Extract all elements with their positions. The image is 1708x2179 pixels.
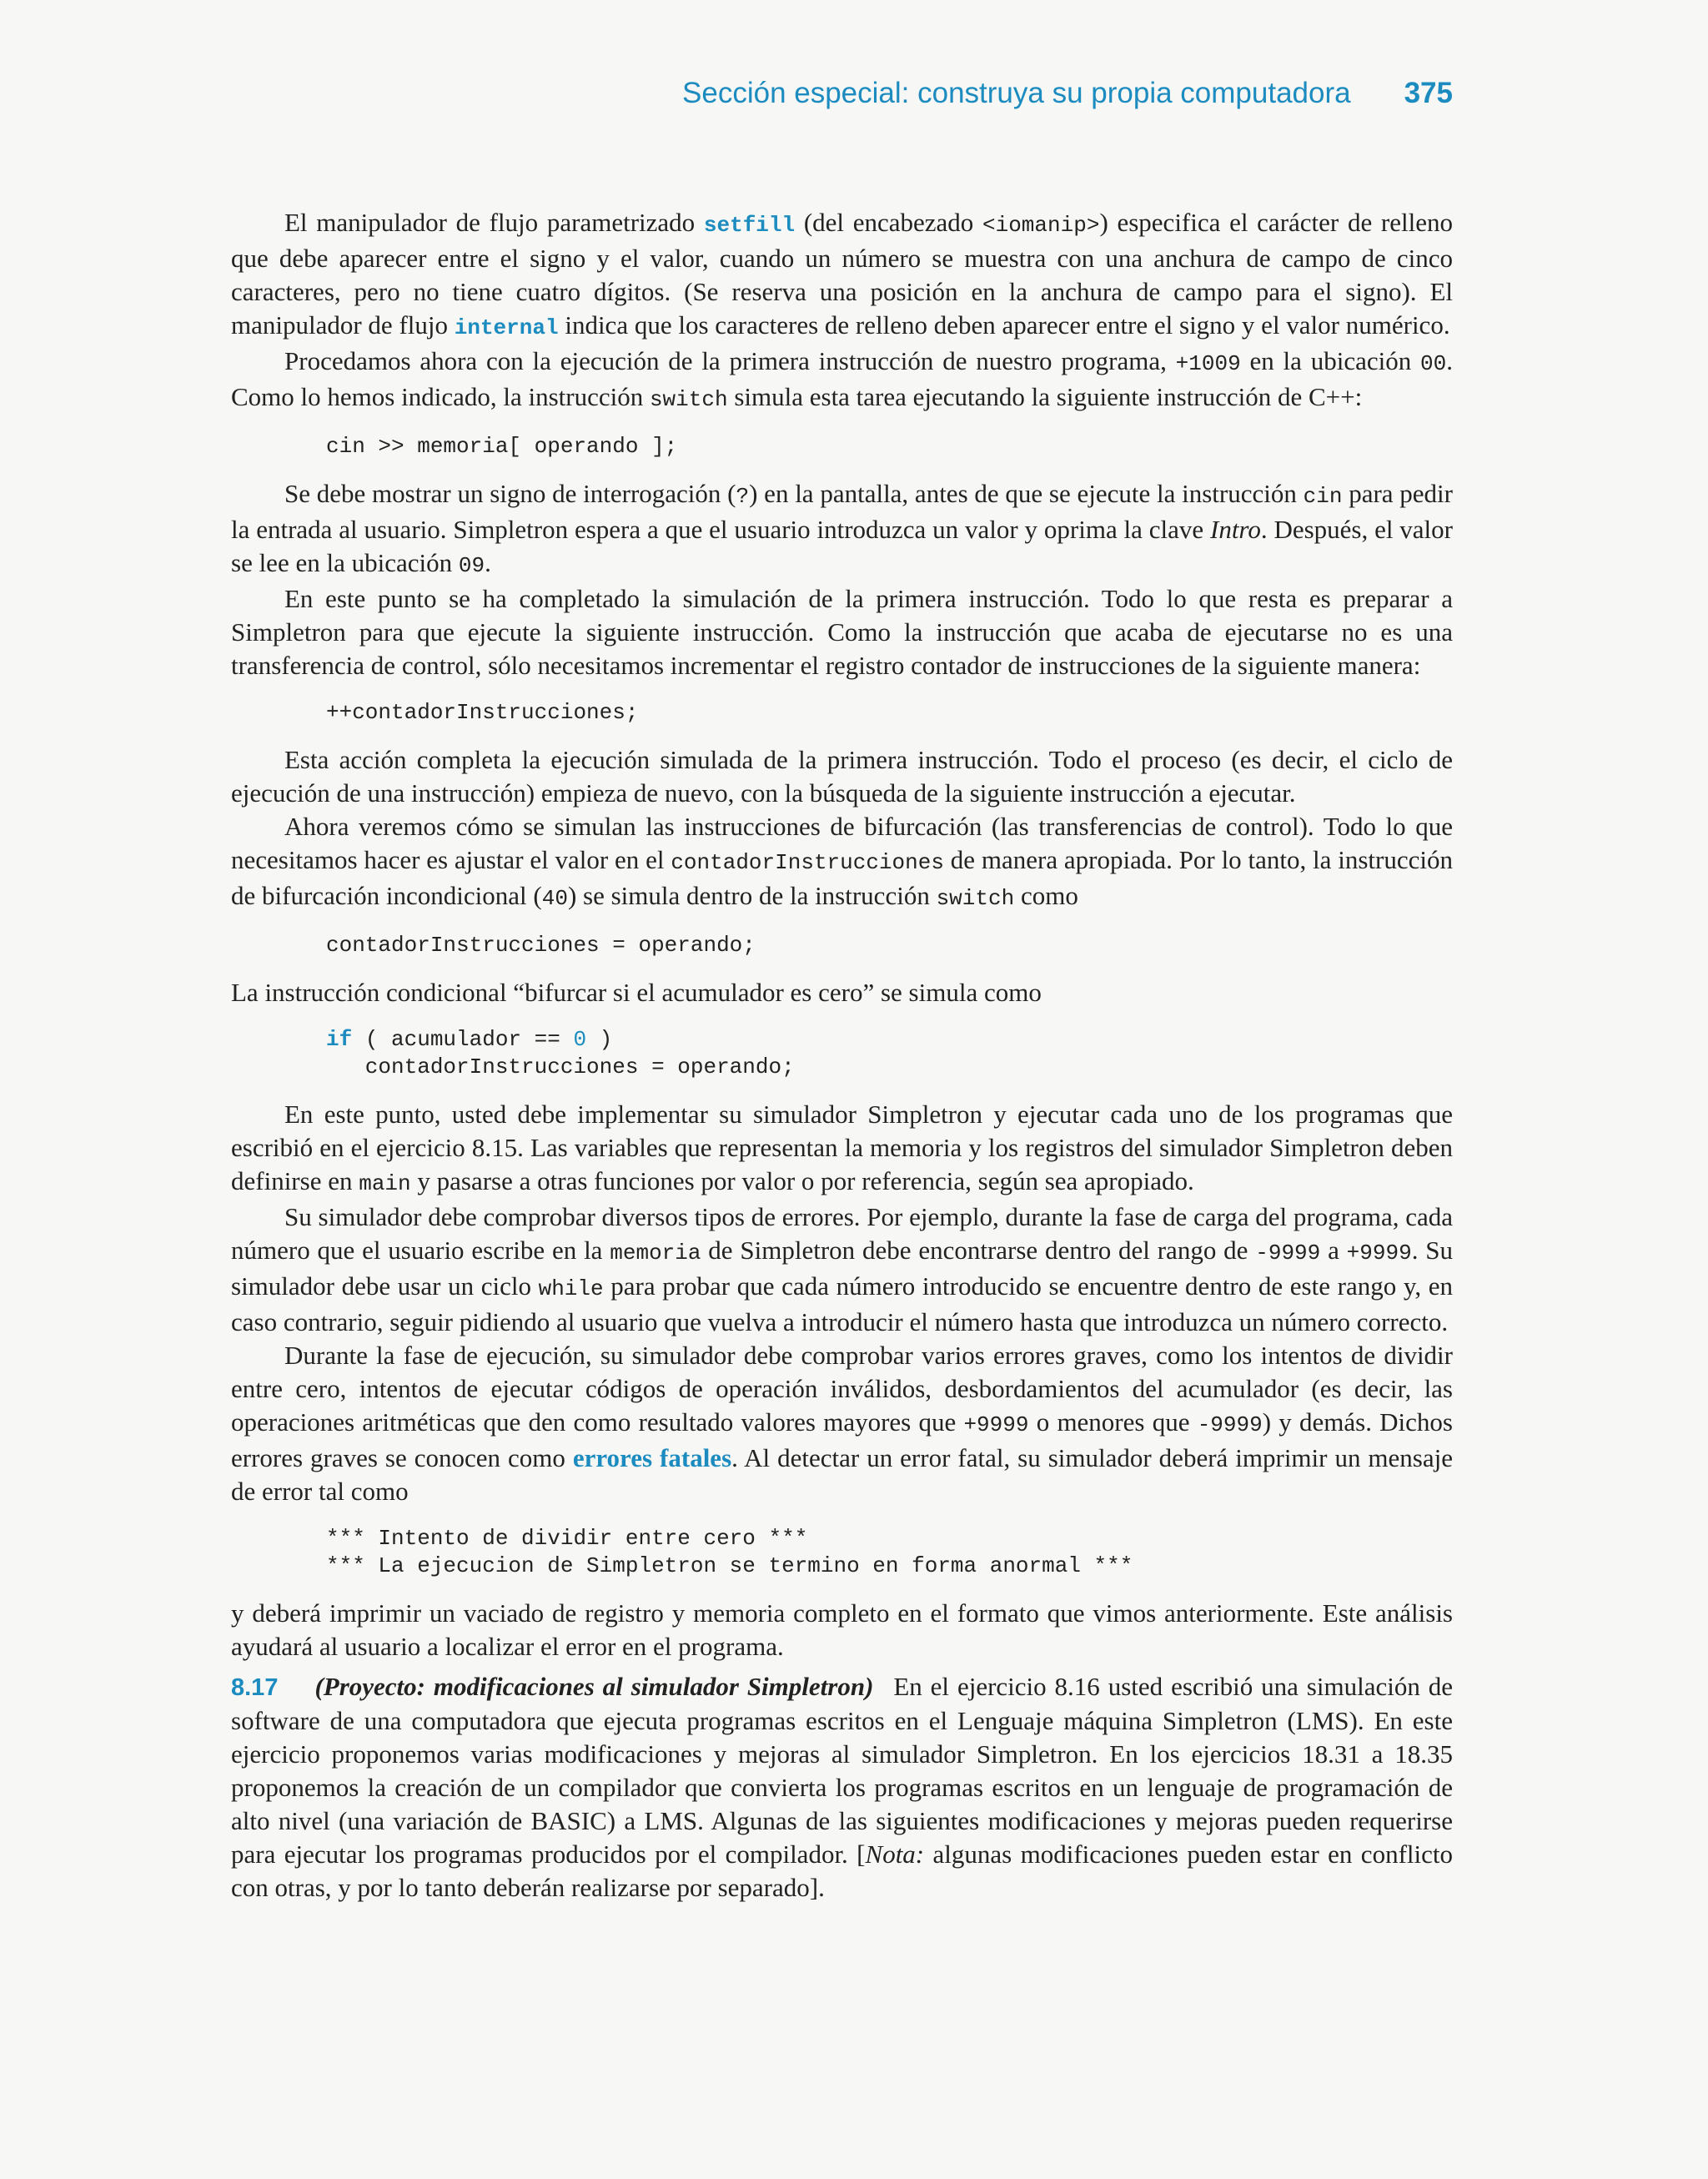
code-block: *** Intento de dividir entre cero *** *** La ejecucion de Simpletron se termino en forma anormal *** bbox=[326, 1526, 1133, 1578]
page-body bbox=[231, 206, 1453, 1905]
code-iomanip: <iomanip> bbox=[982, 213, 1100, 238]
section-title: Sección especial: construya su propia computadora bbox=[682, 77, 1351, 109]
page-number: 375 bbox=[1404, 77, 1453, 109]
paragraph: El manipulador de flujo parametrizado setfill (del encabezado <iomanip>) especifica el carácter de relleno que debe aparecer entre el signo y el valor, cuando un número se muestra con una anchura de campo de cinco caracteres, pero no tiene cuatro dígitos. (Se reserva una posición en la anchura de campo para el signo). El manipulador de flujo internal indica que los caracteres de relleno deben aparecer entre el signo y el valor numérico. bbox=[231, 208, 1453, 340]
paragraph: Esta acción completa la ejecución simulada de la primera instrucción. Todo el proceso (es decir, el ciclo de ejecución de una instrucción) empieza de nuevo, con la búsqueda de la siguiente instrucción a ejecutar. bbox=[231, 745, 1453, 808]
paragraph: Durante la fase de ejecución, su simulador debe comprobar varios errores graves, como los intentos de dividir entre cero, intentos de ejecutar códigos de operación inválidos, desbordamientos del acumulador (es decir, las operaciones aritméticas que den como resultado valores mayores que +9999 o menores que -9999) y demás. Dichos errores graves se conocen como errores fatales. Al detectar un error fatal, su simulador deberá imprimir un mensaje de error tal como bbox=[231, 1341, 1453, 1506]
code-setfill: setfill bbox=[703, 213, 796, 238]
key-term: errores fatales bbox=[572, 1443, 732, 1472]
paragraph: En este punto, usted debe implementar su simulador Simpletron y ejecutar cada uno de los programas que escribió en el ejercicio 8.15. Las variables que representan la memoria y los registros del simulador Simpletron deben definirse en main y pasarse a otras funciones por valor o por referencia, según sea apropiado. bbox=[231, 1100, 1453, 1196]
paragraph: La instrucción condicional “bifurcar si el acumulador es cero” se simula como bbox=[231, 978, 1042, 1007]
paragraph: Ahora veremos cómo se simulan las instrucciones de bifurcación (las transferencias de control). Todo lo que necesitamos hacer es ajustar el valor en el contadorInstrucciones de manera apropiada. Por lo tanto, la instrucción de bifurcación incondicional (40) se simula dentro de la instrucción switch como bbox=[231, 812, 1453, 911]
code-block: cin >> memoria[ operando ]; bbox=[326, 434, 678, 459]
code-block: ++contadorInstrucciones; bbox=[326, 700, 639, 725]
code-block: if ( acumulador == 0 ) contadorInstrucciones = operando; bbox=[326, 1027, 795, 1079]
paragraph: En este punto se ha completado la simulación de la primera instrucción. Todo lo que resta es preparar a Simpletron para que ejecute la siguiente instrucción. Como la instrucción que acaba de ejecutarse no es una transferencia de control, sólo necesitamos incrementar el registro contador de instrucciones de la siguiente manera: bbox=[231, 584, 1453, 680]
code-internal: internal bbox=[454, 315, 559, 340]
exercise-number: 8.17 bbox=[231, 1674, 279, 1701]
paragraph: Procedamos ahora con la ejecución de la primera instrucción de nuestro programa, +1009 en la ubicación 00. Como lo hemos indicado, la instrucción switch simula esta tarea ejecutando la siguiente instrucción de C++: bbox=[231, 346, 1453, 412]
exercise-8-17: 8.17 (Proyecto: modificaciones al simulador Simpletron) En el ejercicio 8.16 usted escribió una simulación de software de una computadora que ejecuta programas escritos en el Lenguaje máquina Simpletron (LMS). En este ejercicio proponemos varias modificaciones y mejoras al simulador Simpletron. En los ejercicios 18.31 a 18.35 proponemos la creación de un compilador que convierta los programas escritos en un lenguaje de programación de alto nivel (una variación de BASIC) a LMS. Algunas de las siguientes modificaciones y mejoras pueden requerirse para ejecutar los programas producidos por el compilador. [Nota: algunas modificaciones pueden estar en conflicto con otras, y por lo tanto deberán realizarse por separado]. bbox=[231, 1672, 1453, 1902]
code-block: contadorInstrucciones = operando; bbox=[326, 933, 756, 958]
paragraph: Se debe mostrar un signo de interrogación (?) en la pantalla, antes de que se ejecute la instrucción cin para pedir la entrada al usuario. Simpletron espera a que el usuario introduzca un valor y oprima la clave Intro. Después, el valor se lee en la ubicación 09. bbox=[231, 479, 1453, 578]
paragraph: Su simulador debe comprobar diversos tipos de errores. Por ejemplo, durante la fase de carga del programa, cada número que el usuario escribe en la memoria de Simpletron debe encontrarse dentro del rango de -9999 a +9999. Su simulador debe usar un ciclo while para probar que cada número introducido se encuentre dentro de este rango y, en caso contrario, seguir pidiendo al usuario que vuelva a introducir el número hasta que introduzca un número correcto. bbox=[231, 1202, 1454, 1336]
exercise-title: (Proyecto: modificaciones al simulador Simpletron) bbox=[314, 1672, 874, 1701]
paragraph: y deberá imprimir un vaciado de registro y memoria completo en el formato que vimos anteriormente. Este análisis ayudará al usuario a localizar el error en el programa. bbox=[231, 1598, 1453, 1661]
running-head bbox=[682, 77, 1453, 110]
